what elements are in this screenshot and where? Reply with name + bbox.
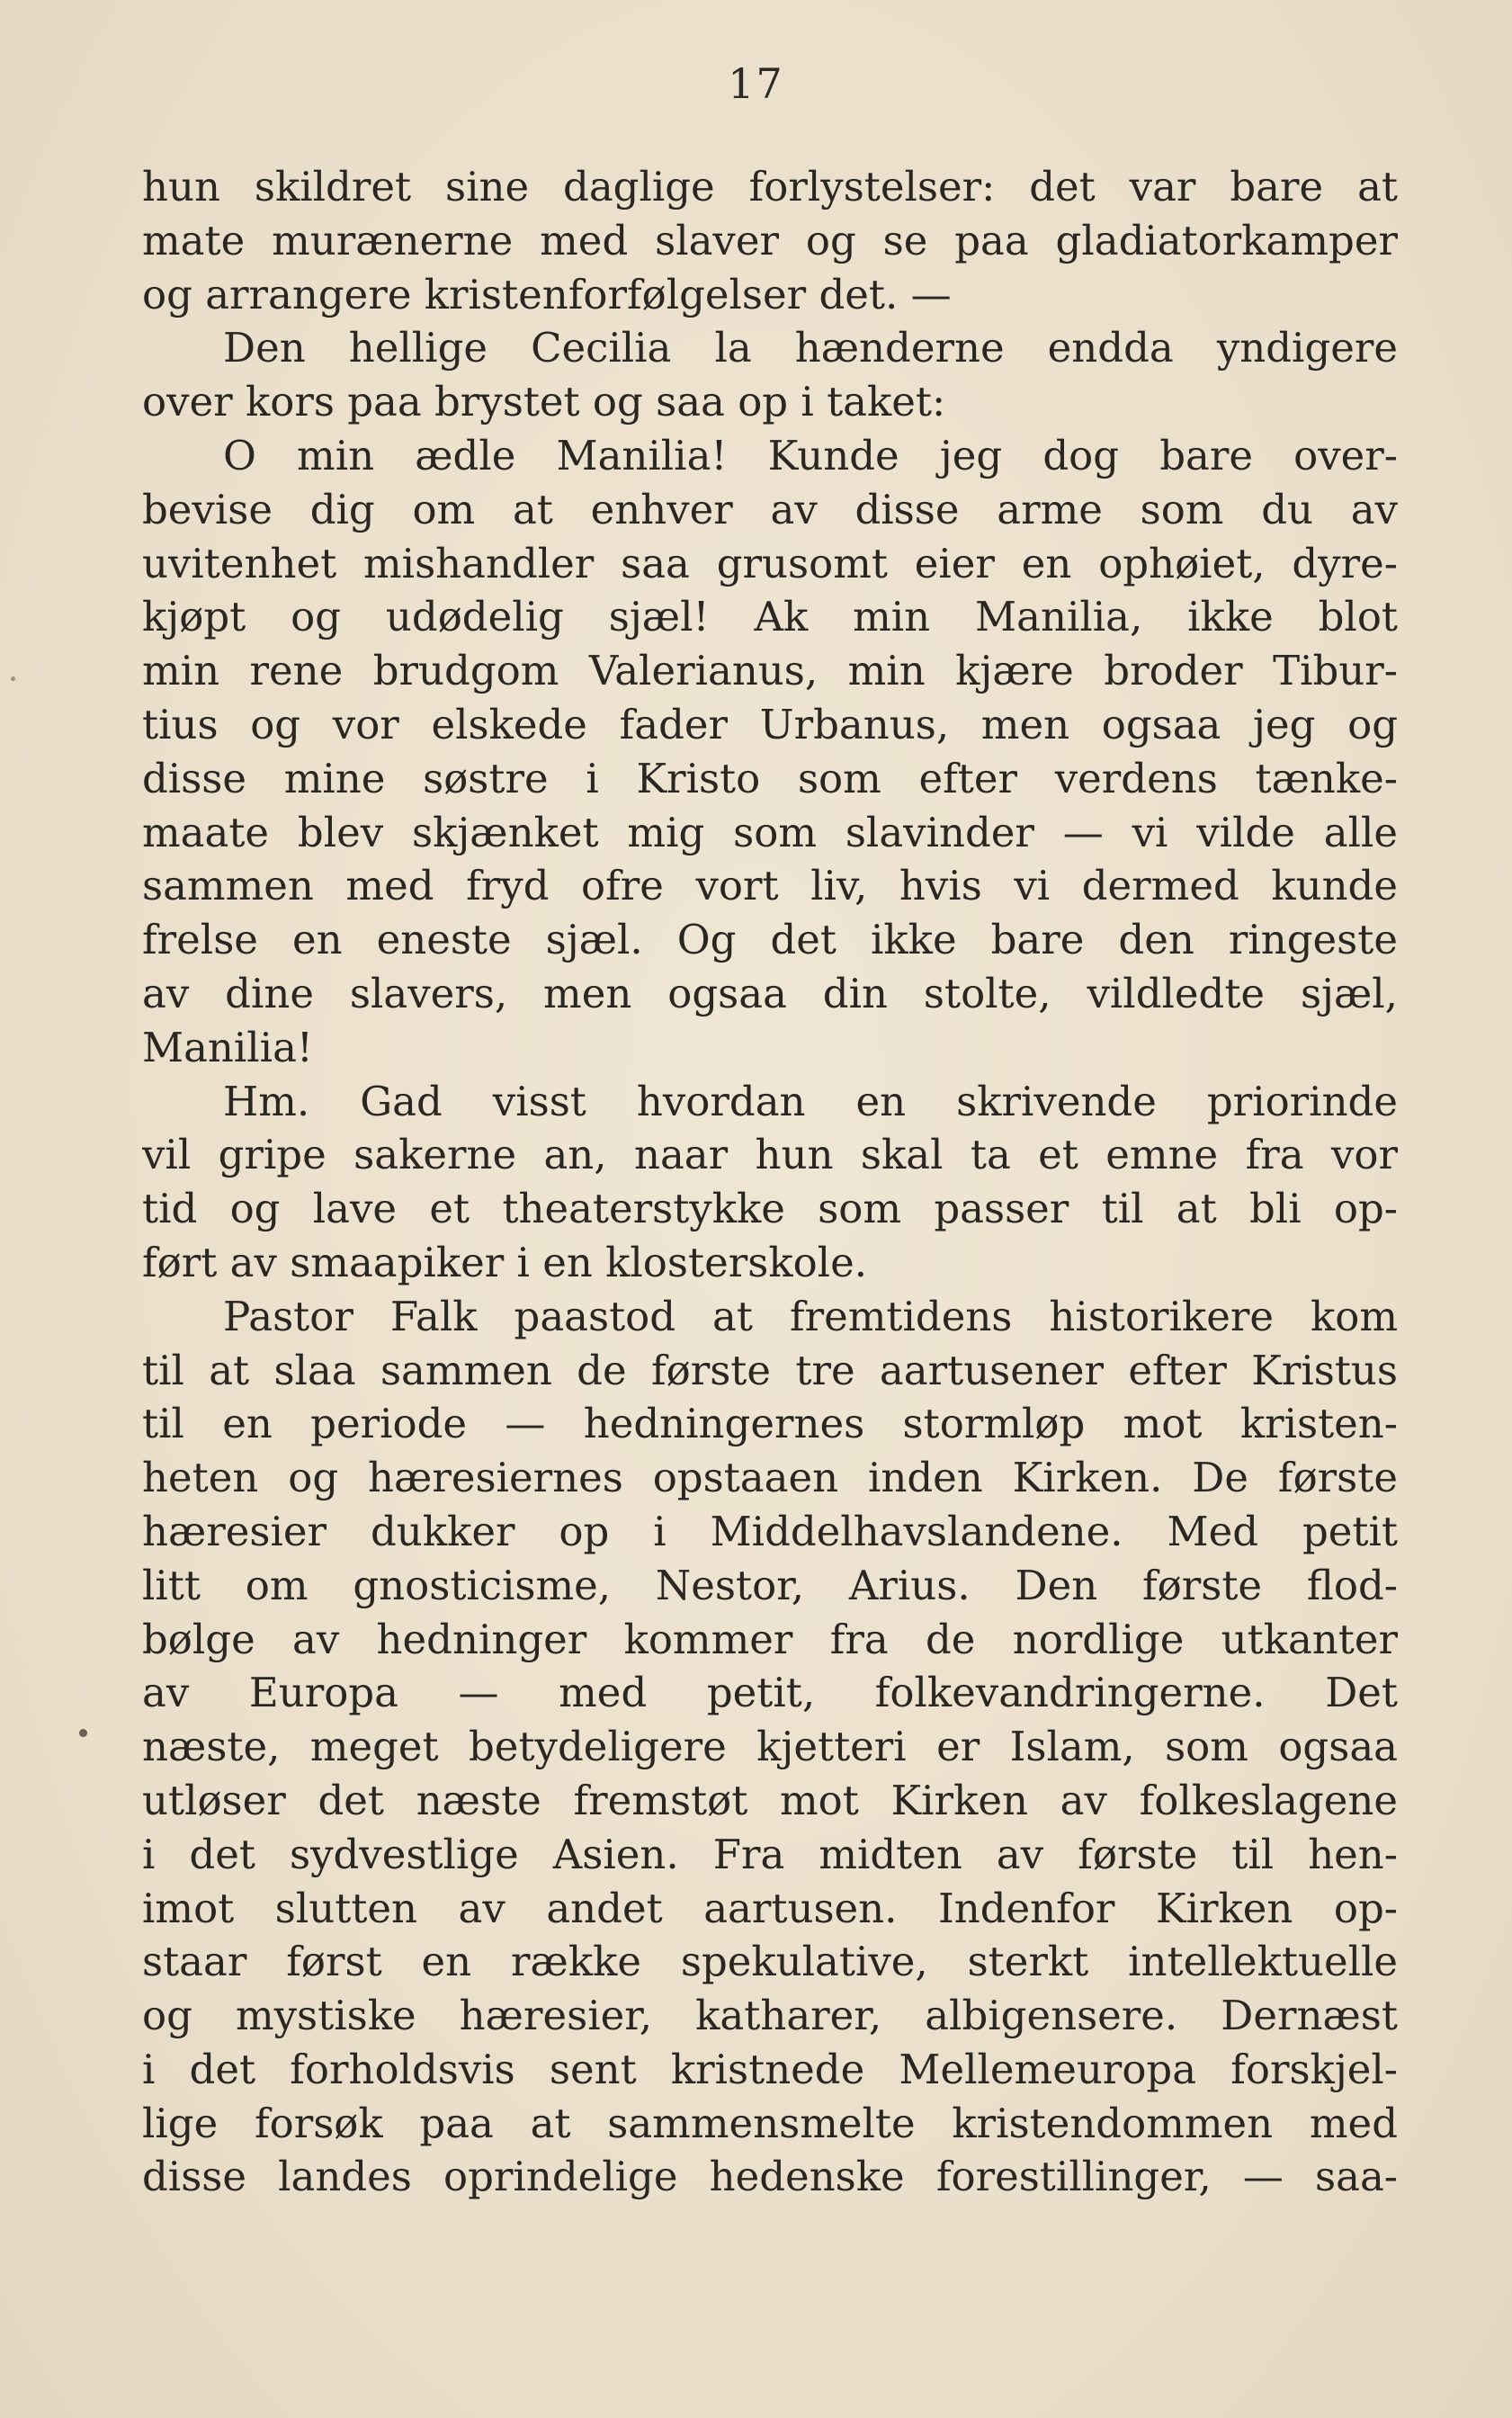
text-line: og mystiske hæresier, katharer, albigensere. Dernæst (142, 1992, 1398, 2040)
text-line: lige forsøk paa at sammensmelte kristendommen med (142, 2099, 1398, 2147)
text-line: tid og lave et theaterstykke som passer til at bli op- (142, 1185, 1398, 1233)
text-line: O min ædle Manilia! Kunde jeg dog bare over- (223, 431, 1398, 479)
text-line: av dine slavers, men ogsaa din stolte, vildledte sjæl, (142, 969, 1398, 1017)
text-line: næste, meget betydeligere kjetteri er Islam, som ogsaa (142, 1723, 1398, 1771)
text-line: litt om gnosticisme, Nestor, Arius. Den første flod- (142, 1561, 1398, 1609)
text-line: kjøpt og udødelig sjæl! Ak min Manilia, ikke blot (142, 593, 1398, 641)
text-line: til at slaa sammen de første tre aartusener efter Kristus (142, 1346, 1398, 1394)
text-line: hun skildret sine daglige forlystelser: det var bare at (142, 163, 1398, 210)
text-line: vil gripe sakerne an, naar hun skal ta et emne fra vor (142, 1131, 1398, 1179)
text-line: mate murænerne med slaver og se paa gladiatorkamper (142, 216, 1398, 264)
text-line: i det forholdsvis sent kristnede Mellemeuropa forskjel- (142, 2045, 1398, 2093)
body-text (142, 160, 1398, 2204)
paper-speck (11, 676, 15, 681)
text-line: heten og hæresiernes opstaaen inden Kirken. De første (142, 1454, 1398, 1502)
text-line: disse mine søstre i Kristo som efter verdens tænke- (142, 754, 1398, 802)
text-line: Hm. Gad visst hvordan en skrivende priorinde (223, 1077, 1398, 1125)
text-line: bølge av hedninger kommer fra de nordlige utkanter (142, 1615, 1398, 1663)
text-line: uvitenhet mishandler saa grusomt eier en ophøiet, dyre- (142, 539, 1398, 587)
text-line: av Europa — med petit, folkevandringerne. Det (142, 1669, 1398, 1717)
text-line: imot slutten av andet aartusen. Indenfor Kirken op- (142, 1884, 1398, 1932)
text-line: Manilia! (142, 1023, 313, 1071)
text-line: frelse en eneste sjæl. Og det ikke bare den ringeste (142, 916, 1398, 964)
text-line: maate blev skjænket mig som slavinder — vi vilde alle (142, 808, 1398, 856)
text-line: hæresier dukker op i Middelhavslandene. Med petit (142, 1507, 1398, 1555)
page-number: 17 (728, 59, 784, 108)
text-line: Den hellige Cecilia la hænderne endda yndigere (223, 324, 1398, 372)
text-line: ført av smaapiker i en klosterskole. (142, 1238, 868, 1286)
text-line: i det sydvestlige Asien. Fra midten av første til hen- (142, 1830, 1398, 1878)
text-line: sammen med fryd ofre vort liv, hvis vi dermed kunde (142, 862, 1398, 910)
text-line: tius og vor elskede fader Urbanus, men ogsaa jeg og (142, 700, 1398, 748)
text-line: bevise dig om at enhver av disse arme som du av (142, 485, 1398, 533)
text-line: Pastor Falk paastod at fremtidens historikere kom (223, 1292, 1398, 1340)
text-line: til en periode — hedningernes stormløp mot kristen- (142, 1400, 1398, 1448)
paper-speck (79, 1729, 87, 1737)
text-line: min rene brudgom Valerianus, min kjære broder Tibur- (142, 647, 1398, 695)
text-line: utløser det næste fremstøt mot Kirken av folkeslagene (142, 1776, 1398, 1824)
text-line: over kors paa brystet og saa op i taket: (142, 378, 946, 426)
text-line: disse landes oprindelige hedenske forestillinger, — saa- (142, 2153, 1398, 2201)
text-line: og arrangere kristenforfølgelser det. — (142, 270, 952, 318)
text-line: staar først en række spekulative, sterkt intellektuelle (142, 1938, 1398, 1986)
